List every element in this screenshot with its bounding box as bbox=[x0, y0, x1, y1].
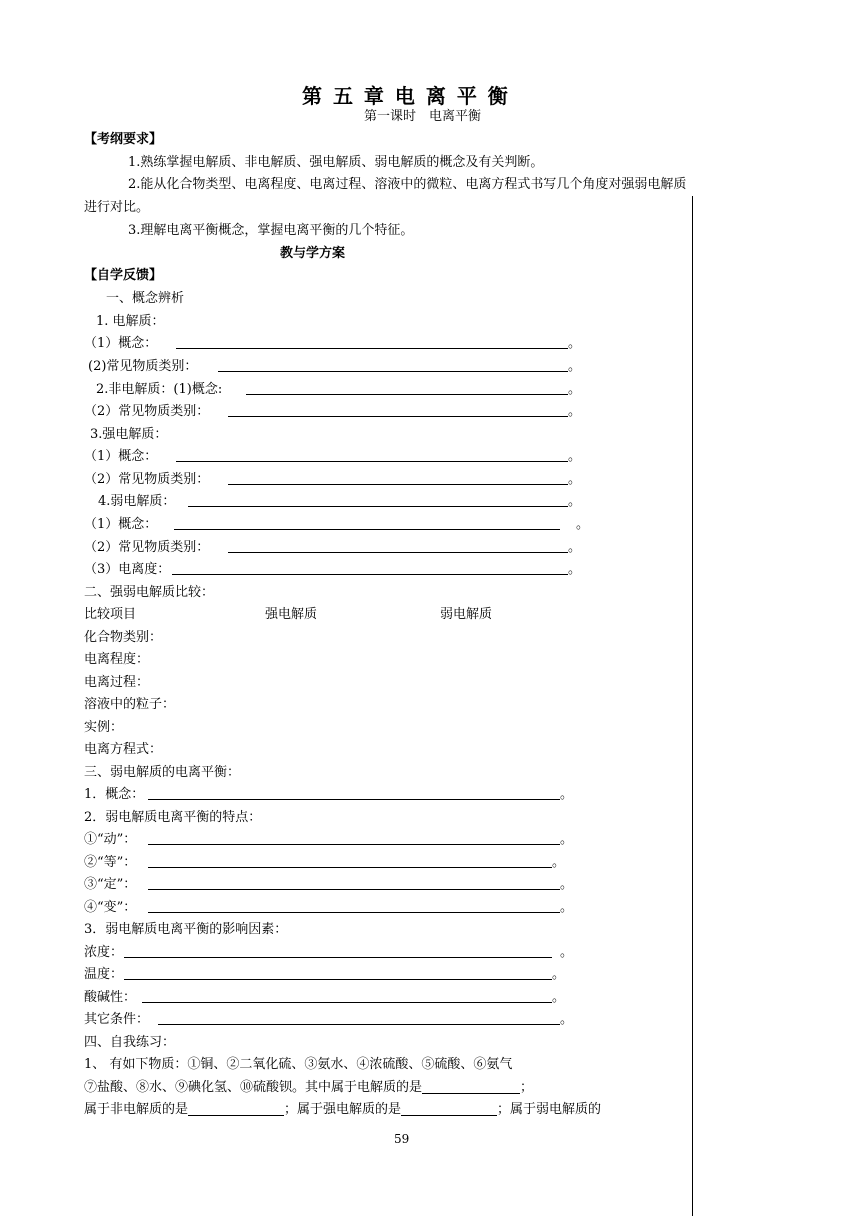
strong-concept-label: （1）概念： bbox=[84, 449, 158, 464]
plan-title: 教与学方案 bbox=[280, 246, 346, 261]
syllabus-item-1: 1.熟练掌握电解质、非电解质、强电解质、弱电解质的概念及有关判断。 bbox=[128, 155, 544, 170]
weak-concept-label: （1）概念： bbox=[84, 517, 158, 532]
compare-row: 溶液中的粒子： bbox=[84, 697, 176, 712]
blank-line[interactable] bbox=[124, 957, 552, 958]
period-mark: 。 bbox=[568, 404, 582, 419]
blank-line[interactable] bbox=[228, 552, 568, 553]
period-mark: 。 bbox=[576, 517, 590, 532]
col-weak: 弱电解质 bbox=[440, 607, 493, 622]
blank-line[interactable] bbox=[218, 371, 568, 372]
answer-strong-blank[interactable] bbox=[401, 1101, 497, 1116]
blank-line[interactable] bbox=[176, 348, 568, 349]
feature-equal-label: ②“等”： bbox=[84, 855, 137, 870]
factor-temperature-label: 温度： bbox=[84, 967, 124, 982]
blank-line[interactable] bbox=[246, 394, 568, 395]
col-strong: 强电解质 bbox=[265, 607, 318, 622]
self-study-heading: 【自学反馈】 bbox=[84, 268, 163, 283]
blank-line[interactable] bbox=[148, 799, 560, 800]
period-mark: 。 bbox=[568, 472, 582, 487]
compare-row: 实例： bbox=[84, 720, 124, 735]
period-mark: 。 bbox=[560, 787, 574, 802]
period-mark: 。 bbox=[568, 494, 582, 509]
exercise-line-3-text-b: ；属于强电解质的是 bbox=[284, 1102, 402, 1117]
electrolyte-concept-label: （1）概念： bbox=[84, 336, 158, 351]
comparison-heading: 二、强弱电解质比较： bbox=[84, 585, 215, 600]
item-strong-electrolyte: 3.强电解质： bbox=[90, 427, 168, 442]
blank-line[interactable] bbox=[228, 484, 568, 485]
compare-row: 化合物类别： bbox=[84, 630, 163, 645]
period-mark: 。 bbox=[552, 967, 566, 982]
factor-concentration-label: 浓度： bbox=[84, 945, 124, 960]
lesson-subtitle: 第一课时 电离平衡 bbox=[364, 109, 482, 124]
weak-electrolyte-label: 4.弱电解质： bbox=[98, 494, 176, 509]
period-mark: 。 bbox=[560, 1012, 574, 1027]
features-heading: 2．弱电解质电离平衡的特点： bbox=[84, 810, 262, 825]
nonelectrolyte-types-label: （2）常见物质类别： bbox=[84, 404, 210, 419]
compare-row: 电离程度： bbox=[84, 652, 150, 667]
blank-line[interactable] bbox=[176, 461, 568, 462]
strong-types-label: （2）常见物质类别： bbox=[84, 472, 210, 487]
compare-row: 电离方程式： bbox=[84, 742, 163, 757]
period-mark: 。 bbox=[560, 945, 574, 960]
exercise-heading: 四、自我练习： bbox=[84, 1035, 176, 1050]
electrolyte-types-label: (2)常见物质类别： bbox=[88, 359, 198, 374]
syllabus-item-2-cont: 进行对比。 bbox=[84, 200, 150, 215]
answer-nonelectrolyte-blank[interactable] bbox=[188, 1101, 284, 1116]
chapter-title: 第 五 章 电 离 平 衡 bbox=[302, 84, 510, 108]
answer-electrolyte-blank[interactable] bbox=[422, 1079, 520, 1094]
blank-line[interactable] bbox=[142, 1002, 552, 1003]
nonelectrolyte-concept-label: 2.非电解质：(1)概念: bbox=[96, 382, 223, 397]
ionization-degree-label: （3）电离度： bbox=[84, 562, 171, 577]
period-mark: 。 bbox=[568, 359, 582, 374]
blank-line[interactable] bbox=[148, 844, 560, 845]
syllabus-heading: 【考纲要求】 bbox=[84, 132, 163, 147]
period-mark: 。 bbox=[568, 382, 582, 397]
section-concepts: 一、概念辨析 bbox=[106, 291, 185, 306]
blank-line[interactable] bbox=[148, 912, 560, 913]
exercise-line-2 bbox=[84, 1079, 533, 1097]
exercise-line-2-text: ⑦盐酸、⑧水、⑨碘化氢、⑩硫酸钡。其中属于电解质的是 bbox=[84, 1080, 423, 1095]
blank-line[interactable] bbox=[172, 574, 568, 575]
weak-types-label: （2）常见物质类别： bbox=[84, 540, 210, 555]
item-electrolyte: 1. 电解质： bbox=[96, 314, 165, 329]
blank-line[interactable] bbox=[174, 529, 560, 530]
factor-acidity-label: 酸碱性： bbox=[84, 990, 137, 1005]
page-number: 59 bbox=[394, 1132, 410, 1146]
blank-line[interactable] bbox=[148, 889, 560, 890]
blank-line[interactable] bbox=[228, 416, 568, 417]
compare-row: 电离过程： bbox=[84, 675, 150, 690]
equilibrium-heading: 三、弱电解质的电离平衡： bbox=[84, 765, 241, 780]
blank-line[interactable] bbox=[158, 1024, 560, 1025]
period-mark: 。 bbox=[552, 990, 566, 1005]
feature-change-label: ④“变”： bbox=[84, 900, 137, 915]
equilibrium-concept-label: 1．概念： bbox=[84, 787, 145, 802]
period-mark: 。 bbox=[568, 449, 582, 464]
period-mark: 。 bbox=[552, 855, 566, 870]
syllabus-item-3: 3.理解电离平衡概念，掌握电离平衡的几个特征。 bbox=[128, 223, 414, 238]
factor-other-label: 其它条件： bbox=[84, 1012, 150, 1027]
feature-dynamic-label: ①“动”： bbox=[84, 832, 137, 847]
blank-line[interactable] bbox=[124, 979, 552, 980]
exercise-line-2-end: ； bbox=[520, 1080, 534, 1095]
exercise-line-3-text-a: 属于非电解质的是 bbox=[84, 1102, 189, 1117]
right-margin-line bbox=[692, 196, 693, 1216]
blank-line[interactable] bbox=[188, 506, 568, 507]
feature-fixed-label: ③“定”： bbox=[84, 877, 137, 892]
period-mark: 。 bbox=[568, 562, 582, 577]
factors-heading: 3．弱电解质电离平衡的影响因素： bbox=[84, 922, 288, 937]
exercise-line-3-text-c: ；属于弱电解质的 bbox=[497, 1102, 602, 1117]
period-mark: 。 bbox=[560, 877, 574, 892]
exercise-line-1: 1、 有如下物质：①铜、②二氧化硫、③氨水、④浓硫酸、⑤硫酸、⑥氨气 bbox=[84, 1057, 513, 1072]
syllabus-item-2: 2.能从化合物类型、电离程度、电离过程、溶液中的微粒、电离方程式书写几个角度对强弱电解质 bbox=[128, 177, 687, 192]
blank-line[interactable] bbox=[148, 867, 552, 868]
period-mark: 。 bbox=[560, 900, 574, 915]
period-mark: 。 bbox=[560, 832, 574, 847]
period-mark: 。 bbox=[568, 336, 582, 351]
exercise-line-3 bbox=[84, 1101, 601, 1119]
period-mark: 。 bbox=[568, 540, 582, 555]
col-item: 比较项目 bbox=[84, 607, 137, 622]
